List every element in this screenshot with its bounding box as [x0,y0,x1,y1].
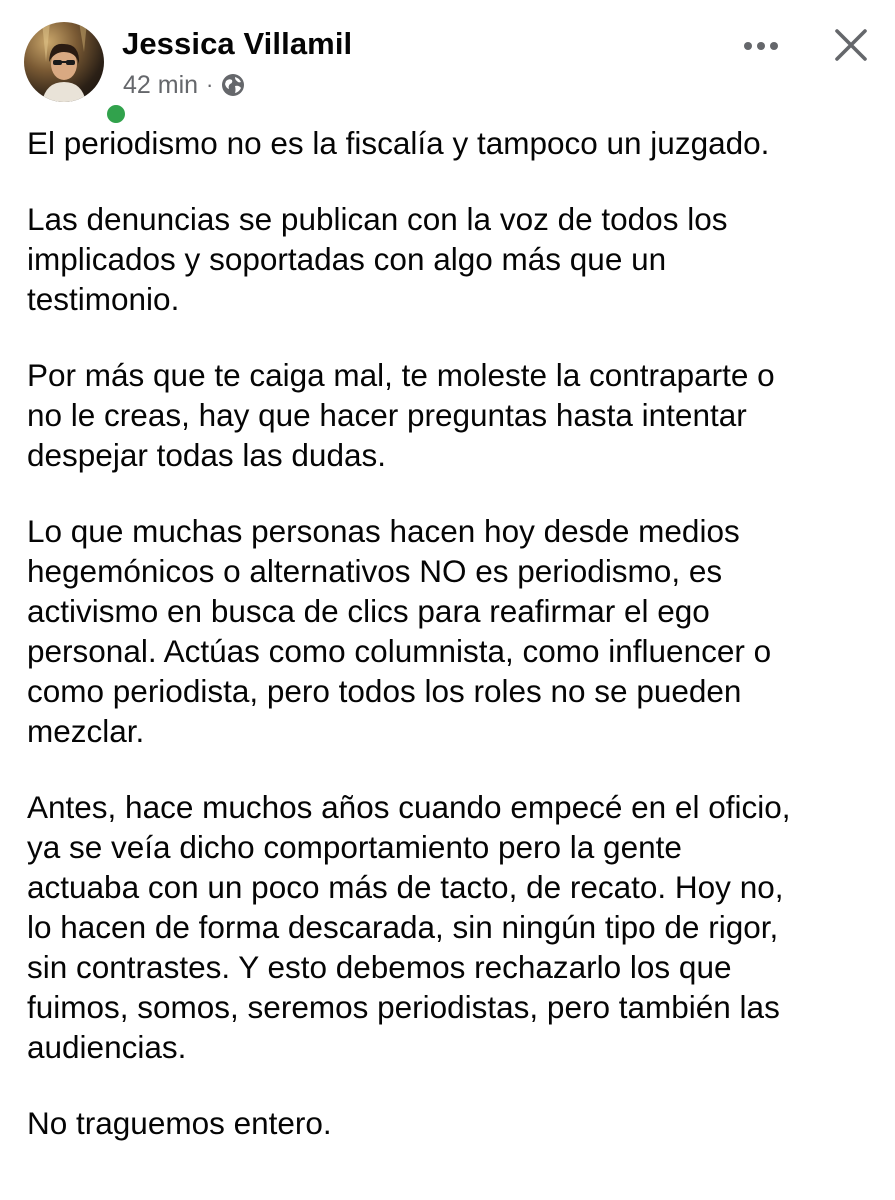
post-paragraph: Antes, hace muchos años cuando empecé en el oficio, ya se veía dicho comportamiento pero la gente actuaba con un poco más de tacto, de recato. Hoy no, lo hacen de forma descarada, sin ningún tipo de rigor, sin contrastes. Y esto debemos rechazarlo los que fuimos, somos, seremos periodistas, pero también las audiencias. [27,789,791,1065]
globe-icon[interactable] [220,72,246,98]
author-name[interactable]: Jessica Villamil [122,26,353,61]
close-button[interactable] [826,20,876,70]
post-header [0,0,895,112]
more-options-icon [743,41,779,51]
post-meta [123,70,246,100]
post-paragraph: Por más que te caiga mal, te moleste la contraparte o no le creas, hay que hacer preguntas hasta intentar despejar todas las dudas. [27,357,775,473]
author-avatar[interactable] [24,22,106,104]
post-timestamp[interactable]: 42 min [123,70,199,99]
post-paragraph: Lo que muchas personas hacen hoy desde medios hegemónicos o alternativos NO es periodismo, es activismo en busca de clics para reafirmar el ego personal. Actúas como columnista, como influencer o como periodista, pero todos los roles no se pueden mezclar. [27,513,772,749]
post-paragraph: No traguemos entero. [27,1105,332,1141]
post-paragraph: El periodismo no es la fiscalía y tampoco un juzgado. [27,125,770,161]
meta-separator: · [206,72,214,97]
post-paragraph: Las denuncias se publican con la voz de todos los implicados y soportadas con algo más que un testimonio. [27,201,728,317]
close-icon [834,28,868,62]
post-text [27,123,877,1179]
more-options-button[interactable] [735,28,787,64]
avatar-photo [24,22,104,102]
